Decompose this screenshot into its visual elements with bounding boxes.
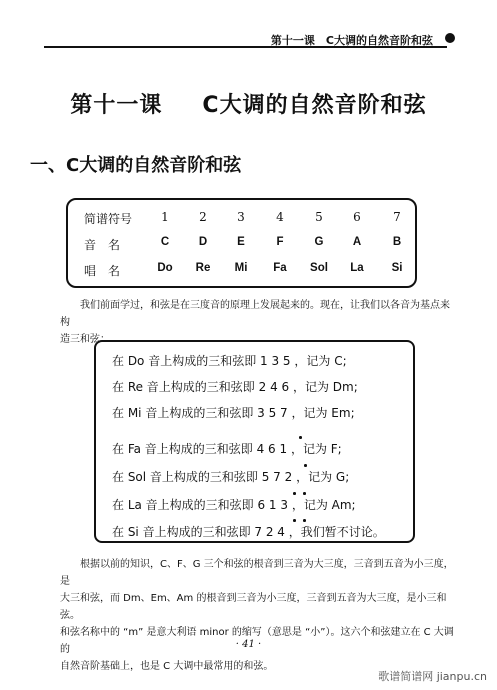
- table-cell: 4: [276, 210, 284, 224]
- outro-paragraph: [60, 556, 455, 675]
- chord-text: 在 Sol 音上构成的三和弦即 5 7 2 ，记为 G;: [112, 470, 350, 484]
- lesson-name: C大调的自然音阶和弦: [202, 93, 427, 118]
- paragraph-text: 根据以前的知识，C、F、G 三个和弦的根音到三音为大三度，三音到五音为小三度，是: [60, 559, 454, 587]
- table-cell: Do: [157, 262, 173, 274]
- paragraph-line: 自然音阶基础上，也是 C 大调中最常用的和弦。: [60, 661, 274, 672]
- table-cell: 3: [237, 210, 245, 224]
- chord-line: 在 Do 音上构成的三和弦即 1 3 5 ，记为 C;: [112, 354, 347, 368]
- table-cell: 7: [393, 210, 401, 224]
- watermark: 歌谱简谱网 jianpu.cn: [378, 670, 487, 683]
- header-bullet: [445, 33, 455, 43]
- table-cell: Sol: [310, 262, 328, 274]
- row-label: 简谱符号: [84, 212, 133, 226]
- table-cell: 1: [161, 210, 169, 224]
- table-cell: B: [392, 236, 402, 248]
- table-cell: Fa: [273, 262, 287, 274]
- table-row-numbers: [68, 210, 415, 230]
- chord-line: [112, 468, 349, 485]
- table-cell: La: [350, 262, 364, 274]
- row-label: 音 名: [84, 238, 121, 252]
- octave-dot: [303, 492, 306, 495]
- paragraph-line: [60, 556, 455, 590]
- table-cell: Si: [391, 262, 403, 274]
- octave-dot: [293, 519, 296, 522]
- table-row-solfege: [68, 262, 415, 282]
- table-row-names: [68, 236, 415, 256]
- paragraph-line: [60, 297, 455, 331]
- lesson-title: [0, 88, 497, 119]
- scale-table: [66, 198, 417, 288]
- chord-text: 在 Si 音上构成的三和弦即 7 2 4 ，我们暂不讨论。: [112, 525, 385, 539]
- chord-line: [112, 440, 342, 457]
- running-title: 第十一课 C大调的自然音阶和弦: [270, 34, 433, 47]
- paragraph-line: 和弦名称中的 “m” 是意大利语 minor 的缩写（意思是 “小”）。这六个和弦建立在 C 大调的: [60, 627, 454, 655]
- octave-dot: [299, 436, 302, 439]
- paragraph-line: 大三和弦，而 Dm、Em、Am 的根音到三音为小三度，三音到五音为大三度，是小三和弦。: [60, 593, 447, 621]
- table-cell: 6: [353, 210, 361, 224]
- table-cell: F: [276, 236, 284, 248]
- table-cell: G: [314, 236, 324, 248]
- header-rule: [44, 46, 447, 48]
- chord-line: 在 Re 音上构成的三和弦即 2 4 6 ，记为 Dm;: [112, 380, 358, 394]
- octave-dot: [304, 464, 307, 467]
- paragraph-line: 造三和弦：: [60, 334, 110, 345]
- table-cell: 2: [199, 210, 207, 224]
- chord-line: [112, 496, 356, 513]
- table-cell: 5: [315, 210, 323, 224]
- chord-list-box: [94, 340, 415, 543]
- running-header: [44, 30, 459, 52]
- octave-dot: [303, 519, 306, 522]
- chord-text: 在 La 音上构成的三和弦即 6 1 3 ，记为 Am;: [112, 498, 356, 512]
- chord-line: [112, 523, 385, 540]
- page-number: · 41 ·: [235, 639, 262, 650]
- table-cell: C: [160, 236, 170, 248]
- table-cell: E: [237, 236, 245, 248]
- paragraph-text: 我们前面学过，和弦是在三度音的原理上发展起来的。现在，让我们以各音为基点来构: [60, 300, 450, 328]
- table-cell: D: [198, 236, 208, 248]
- octave-dot: [293, 492, 296, 495]
- table-cell: Re: [195, 262, 211, 274]
- row-label: 唱 名: [84, 264, 121, 278]
- section-heading: 一、C大调的自然音阶和弦: [30, 155, 242, 176]
- table-cell: A: [352, 236, 362, 248]
- chord-line: 在 Mi 音上构成的三和弦即 3 5 7 ，记为 Em;: [112, 406, 355, 420]
- chord-text: 在 Fa 音上构成的三和弦即 4 6 1 ，记为 F;: [112, 442, 342, 456]
- lesson-number: 第十一课: [70, 93, 163, 118]
- table-cell: Mi: [234, 262, 248, 274]
